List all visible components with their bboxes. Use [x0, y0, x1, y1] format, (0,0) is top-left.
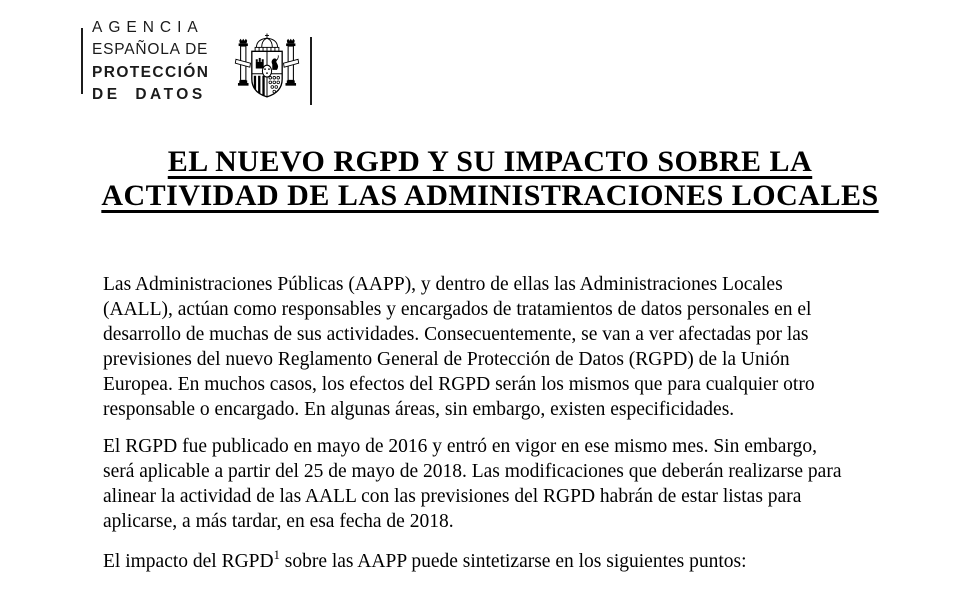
- text-segment: El impacto del RGPD: [103, 551, 274, 572]
- logo-line-de-datos: DE DATOS: [92, 85, 206, 103]
- logo-line-agencia: AGENCIA: [92, 19, 204, 36]
- text-line: El RGPD fue publicado en mayo de 2016 y entró en vigor en ese mismo mes. Sin embargo,: [103, 436, 817, 457]
- text-line: responsable o encargado. En algunas áreas, sin embargo, existen especificidades.: [103, 399, 735, 420]
- text-line: desarrollo de muchas de sus actividades. Consecuentemente, se van a ver afectadas por las: [103, 324, 809, 345]
- logo-line-espanola: ESPAÑOLA DE: [92, 41, 209, 59]
- logo-left-rule: [81, 28, 83, 94]
- paragraph-3: [103, 549, 881, 576]
- text-line: alinear la actividad de las AALL con las previsiones del RGPD habrán de estar listas para: [103, 486, 802, 507]
- text-segment: sobre las AAPP puede sintetizarse en los siguientes puntos:: [279, 551, 747, 572]
- text-line: Las Administraciones Públicas (AAPP), y dentro de ellas las Administraciones Locales: [103, 274, 783, 295]
- spain-coat-of-arms-icon: [234, 32, 300, 105]
- text-line: Europea. En muchos casos, los efectos del RGPD serán los mismos que para cualquier otro: [103, 374, 815, 395]
- paragraph-1: [103, 272, 881, 422]
- text-line: aplicarse, a más tardar, en esa fecha de 2018.: [103, 511, 454, 532]
- logo-line-proteccion: PROTECCIÓN: [92, 63, 210, 81]
- text-line: previsiones del nuevo Reglamento General de Protección de Datos (RGPD) de la Unión: [103, 349, 790, 370]
- paragraph-2: [103, 434, 881, 534]
- document-title-line-2: ACTIVIDAD DE LAS ADMINISTRACIONES LOCALES: [101, 179, 879, 212]
- text-line: será aplicable a partir del 25 de mayo de 2018. Las modificaciones que deberán realizarse para: [103, 461, 842, 482]
- text-line: (AALL), actúan como responsables y encargados de tratamientos de datos personales en el: [103, 299, 812, 320]
- agency-logo-text: [92, 17, 209, 106]
- footnote-reference: 1: [273, 548, 280, 562]
- document-title-line-1: EL NUEVO RGPD Y SU IMPACTO SOBRE LA: [167, 145, 813, 178]
- document-title: [10, 145, 970, 213]
- logo-right-rule: [310, 37, 312, 105]
